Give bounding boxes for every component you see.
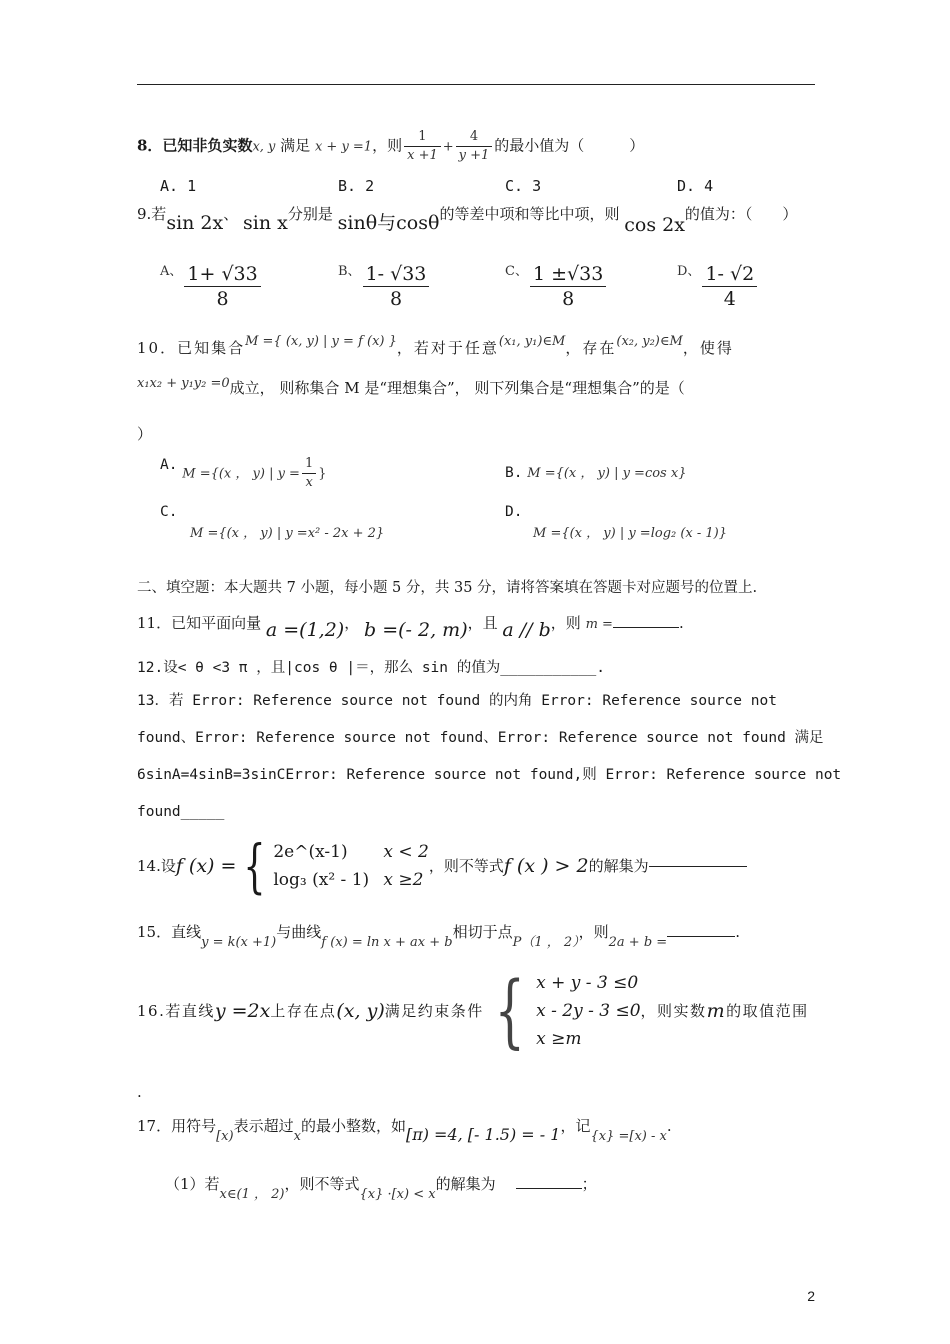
q8-lead: 8．已知非负实数 (137, 136, 253, 155)
q17-t3: ，记 (560, 1117, 591, 1135)
q9-c-fraction (530, 262, 606, 311)
q9-d-label: D、 (677, 264, 701, 279)
q16-m: m (706, 1000, 727, 1022)
q8-option-b: B. 2 (338, 177, 375, 195)
q11-t2: ，则 (550, 614, 581, 632)
q8-option-d: D. 4 (677, 177, 714, 195)
q8-vars: x, y (252, 139, 276, 155)
q14-lead: 14.设 (137, 857, 176, 875)
q10-a-den: x (305, 475, 313, 490)
q10-a-label: A. (160, 457, 178, 473)
q9-cos2x: cos 2x (624, 214, 685, 236)
q9-d-num: 1- √2 (702, 262, 757, 287)
q8-condition: x + y =1 (314, 139, 373, 155)
q8-fraction-2 (456, 128, 493, 165)
q8-then: ，则 (372, 136, 403, 155)
q17-symbol: [x) (216, 1129, 234, 1144)
q9-option-a (160, 262, 263, 311)
question-8 (137, 128, 644, 165)
q8-f2-den: y +1 (458, 148, 490, 163)
q14-case-1-expr: 2e^(x-1) (273, 842, 348, 862)
q16-lead: 16.若直线 (137, 1002, 215, 1020)
q9-option-c (505, 262, 608, 311)
q15-t1: 与曲线 (276, 923, 322, 941)
q9-sinx: sin x (243, 212, 288, 234)
q11-sep: ， (344, 614, 360, 632)
q11-t1: ，且 (467, 614, 498, 632)
q10-option-b (505, 462, 686, 484)
q17-p1-lead: （1）若 (165, 1175, 220, 1193)
q9-a-den: 8 (216, 288, 229, 310)
q15-curve-eq: f (x) = ln x + ax + b (321, 935, 453, 950)
q9-d-fraction (702, 262, 757, 311)
q11-parallel: a // b (502, 619, 551, 641)
q9-c-num: 1 ±√33 (530, 262, 606, 287)
q16-brace: { (494, 964, 526, 1057)
q17-definition: {x} =[x) - x (590, 1129, 667, 1144)
q9-b-fraction (363, 262, 430, 311)
q16-t3: ，则实数 (640, 1002, 707, 1020)
q8-mid: 满足 (275, 136, 315, 155)
header-rule (137, 84, 815, 85)
q11-m: m = (585, 617, 613, 632)
question-13-line3: 6sinA=4sinB=3sinCError: Reference source not found,则 Error: Reference source not (137, 767, 842, 783)
q10-option-d (505, 502, 727, 544)
q10-b-text: M ={(x ， y) | y =cos x} (527, 466, 687, 481)
q9-sin-cos-theta: sinθ与cosθ (337, 212, 440, 234)
q10-line2-text: 成立， 则称集合 M 是“理想集合”， 则下列集合是“理想集合”的是（ (229, 379, 685, 397)
q14-cases (273, 838, 428, 894)
q10-a-post: } (318, 466, 327, 482)
question-14 (137, 832, 747, 900)
q15-end: . (735, 923, 740, 941)
q9-option-d (677, 262, 759, 311)
q14-case-2 (273, 866, 428, 894)
q8-tail: 的最小值为（ ） (494, 136, 645, 155)
q17-p1-inequality: {x} ·[x) < x (359, 1187, 436, 1202)
question-15 (137, 922, 740, 950)
q17-p1-t: ，则不等式 (284, 1175, 360, 1193)
q10-t3: ，使得 (682, 339, 734, 357)
q10-a-pre: M ={(x ， y) | y = (182, 466, 300, 482)
q10-option-a (160, 455, 327, 492)
q17-lead: 17．用符号 (137, 1117, 217, 1135)
q8-option-a: A. 1 (160, 177, 197, 195)
q17-p1-domain: x∈(1 ， 2) (219, 1187, 285, 1202)
q16-constraint-2: x - 2y - 3 ≤0 (536, 1001, 641, 1021)
q17-t2: 的最小整数，如 (300, 1117, 406, 1135)
q9-c-label: C、 (505, 264, 528, 279)
q14-brace: { (243, 832, 266, 900)
q10-t2: ，存在 (565, 339, 617, 357)
q16-line-eq: y =2x (214, 1000, 271, 1022)
question-13-line1: 13．若 Error: Reference source not found 的内角 Error: Reference source not (137, 693, 777, 709)
q15-expression: 2a + b = (608, 935, 668, 950)
question-17-part-1 (165, 1174, 597, 1202)
q11-vector-b: b =(- 2, m) (364, 619, 468, 641)
q9-lead: 9.若 (137, 205, 167, 223)
q9-a-fraction (184, 262, 260, 311)
page-number: 2 (807, 1288, 815, 1304)
question-16 (137, 966, 809, 1055)
q15-t3: ，则 (578, 923, 609, 941)
q10-c-label: C. (160, 504, 178, 520)
q8-fraction-1 (404, 128, 441, 165)
q10-exists-point: (x₂, y₂)∈M (616, 334, 683, 349)
q17-p1-end: ； (581, 1175, 597, 1193)
q17-p1-answer-blank[interactable] (516, 1188, 582, 1189)
q10-t1: ，若对于任意 (396, 339, 499, 357)
q15-lead: 15．直线 (137, 923, 202, 941)
section-2-heading: 二、填空题：本大题共 7 小题，每小题 5 分，共 35 分，请将答案填在答题卡对应题号的位置上. (137, 580, 758, 596)
q8-plus: + (442, 139, 454, 155)
q10-equation: x₁x₂ + y₁y₂ =0 (137, 376, 230, 391)
q17-p1-tail: 的解集为 (435, 1175, 496, 1193)
q8-f1-num: 1 (404, 128, 441, 147)
q9-c-den: 8 (562, 288, 575, 310)
q14-case-1 (273, 838, 428, 866)
q17-x: x (293, 1129, 301, 1144)
question-16-end-dot: . (137, 1083, 142, 1101)
q16-constraint-1: x + y - 3 ≤0 (536, 973, 639, 993)
q9-b-label: B、 (338, 264, 361, 279)
q14-case-2-cond: x ≥2 (383, 870, 424, 890)
q8-f1-den: x +1 (407, 148, 438, 163)
q16-constraints (536, 969, 640, 1053)
q11-answer-blank[interactable] (613, 627, 679, 628)
q16-constraint-3: x ≥m (536, 1029, 582, 1049)
q16-t1: 上存在点 (270, 1002, 337, 1020)
q11-vector-a: a =(1,2) (265, 619, 345, 641)
q10-lead: 10．已知集合 (137, 339, 246, 357)
q9-a-num: 1+ √33 (184, 262, 260, 287)
q14-case-2-expr: log₃ (x² - 1) (273, 870, 370, 890)
question-10 (137, 330, 734, 357)
question-13-line2: found、Error: Reference source not found、Error: Reference source not found 满足 (137, 730, 824, 746)
q16-tail: 的取值范围 (726, 1002, 809, 1020)
q10-set-m: M ={ (x, y) | y = f (x) } (245, 334, 397, 349)
q10-any-point: (x₁, y₁)∈M (498, 334, 566, 349)
q10-d-text: M ={(x ， y) | y =log₂ (x - 1)} (533, 526, 728, 541)
q15-line-eq: y = k(x +1) (201, 935, 277, 950)
question-13-line4: found_____ (137, 804, 225, 820)
q10-a-fraction (302, 455, 316, 492)
q16-t2: 满足约束条件 (384, 1002, 484, 1020)
q9-sin2x: sin 2x (166, 212, 224, 234)
q14-mid: ，则不等式 (428, 857, 504, 875)
question-12: 12.设< θ <3 π ，且|cos θ |＝，那么 sin 的值为___________. (137, 660, 605, 676)
q15-t2: 相切于点 (452, 923, 513, 941)
question-10-line2 (137, 378, 685, 400)
question-9 (137, 203, 798, 236)
q15-answer-blank[interactable] (667, 936, 735, 937)
q10-c-text: M ={(x ， y) | y =x² - 2x + 2} (190, 526, 385, 541)
q15-point: P（1 ， 2） (512, 935, 579, 950)
q9-sep: 、 (223, 205, 239, 223)
q9-mid1: 分别是 (287, 205, 333, 223)
q14-case-1-cond: x < 2 (383, 842, 429, 862)
q8-option-c: C. 3 (505, 177, 542, 195)
q9-d-den: 4 (723, 288, 736, 310)
q14-answer-blank[interactable] (649, 866, 747, 867)
q10-b-label: B. (505, 465, 523, 481)
q14-tail: 的解集为 (588, 857, 649, 875)
q17-t1: 表示超过 (233, 1117, 294, 1135)
q9-mid2: 的等差中项和等比中项，则 (439, 205, 620, 223)
q16-point: (x, y) (336, 1000, 385, 1022)
q8-f2-num: 4 (456, 128, 493, 147)
question-11 (137, 612, 684, 641)
q10-d-label: D. (505, 504, 523, 520)
q17-end: . (666, 1117, 672, 1135)
q14-fx: f (x) = (175, 855, 237, 877)
q11-lead: 11．已知平面向量 (137, 614, 262, 632)
question-17 (137, 1116, 672, 1144)
q11-end: . (678, 614, 684, 632)
q9-tail: 的值为：（ ） (684, 205, 798, 223)
question-10-line3: ） (137, 425, 153, 443)
q10-a-num: 1 (302, 455, 316, 474)
q9-b-num: 1- √33 (363, 262, 430, 287)
q9-option-b (338, 262, 431, 311)
q9-a-label: A、 (160, 264, 183, 279)
q9-b-den: 8 (389, 288, 403, 310)
q17-example: [π) =4, [- 1.5) = - 1 (405, 1125, 561, 1144)
q10-option-c (160, 502, 384, 544)
q14-inequality: f (x ) > 2 (503, 855, 589, 877)
